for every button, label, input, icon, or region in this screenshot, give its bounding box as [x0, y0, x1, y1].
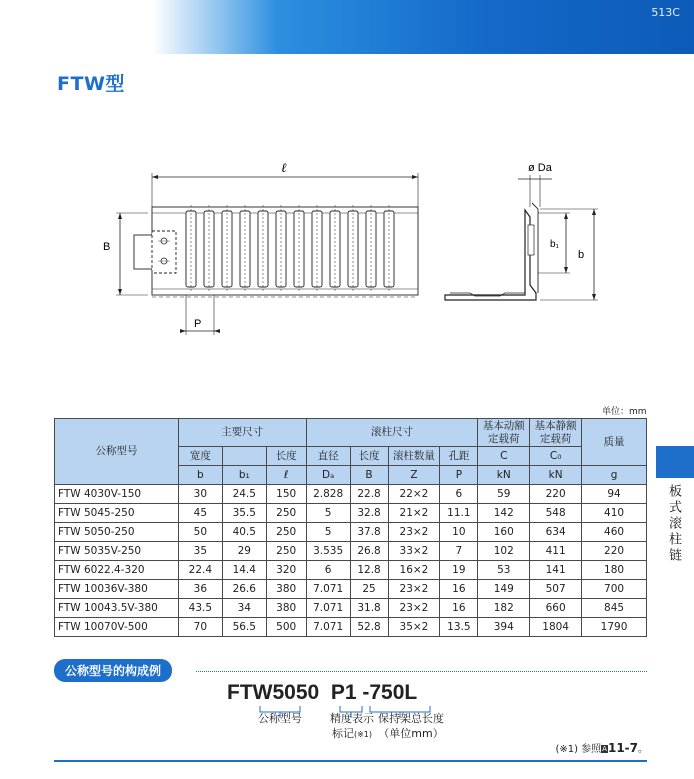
value-cell: 141: [530, 561, 582, 580]
header-diameter: 直径: [306, 447, 350, 466]
value-cell: 22.4: [178, 561, 222, 580]
table-row: [55, 504, 647, 523]
value-cell: 410: [582, 504, 647, 523]
value-cell: 460: [582, 523, 647, 542]
value-cell: 149: [478, 580, 530, 599]
header-width: 宽度: [178, 447, 222, 466]
value-cell: 34: [222, 599, 266, 618]
value-cell: 7.071: [306, 618, 350, 637]
header-b1: [222, 447, 266, 466]
page-title: FTW型: [57, 73, 125, 95]
value-cell: 94: [582, 485, 647, 504]
value-cell: 394: [478, 618, 530, 637]
value-cell: 16×2: [388, 561, 440, 580]
value-cell: 320: [266, 561, 306, 580]
label-accuracy: 精度表示 标记(※1): [330, 712, 374, 740]
header-static-load: 基本静额定载荷: [530, 419, 582, 447]
side-tab-marker: [656, 446, 694, 478]
value-cell: 40.5: [222, 523, 266, 542]
value-cell: 5: [306, 523, 350, 542]
header-dynamic-load: 基本动额定载荷: [478, 419, 530, 447]
model-cell: FTW 10036V-380: [55, 580, 179, 599]
side-category-label: 板式滚柱链: [666, 484, 681, 564]
value-cell: 250: [266, 504, 306, 523]
value-cell: 29: [222, 542, 266, 561]
value-cell: 500: [266, 618, 306, 637]
value-cell: 45: [178, 504, 222, 523]
value-cell: 411: [530, 542, 582, 561]
page-number: 513C: [651, 6, 680, 19]
value-cell: 660: [530, 599, 582, 618]
value-cell: 142: [478, 504, 530, 523]
value-cell: 1790: [582, 618, 647, 637]
model-cell: FTW 5050-250: [55, 523, 179, 542]
spec-table: [54, 418, 647, 637]
value-cell: 1804: [530, 618, 582, 637]
header-sym-z: Z: [388, 466, 440, 485]
header-sym-b: b: [178, 466, 222, 485]
value-cell: 11.1: [440, 504, 478, 523]
value-cell: 43.5: [178, 599, 222, 618]
value-cell: 36: [178, 580, 222, 599]
value-cell: 220: [530, 485, 582, 504]
dim-length-label: ℓ: [281, 160, 287, 175]
value-cell: 10: [440, 523, 478, 542]
value-cell: 23×2: [388, 599, 440, 618]
value-cell: 150: [266, 485, 306, 504]
header-sym-c0: C₀: [530, 447, 582, 466]
value-cell: 102: [478, 542, 530, 561]
dim-diameter-label: ø Da: [528, 162, 552, 174]
top-header-band: [0, 0, 694, 54]
table-row: [55, 618, 647, 637]
value-cell: 30: [178, 485, 222, 504]
value-cell: 25: [350, 580, 388, 599]
model-cell: FTW 5045-250: [55, 504, 179, 523]
header-pitch: 孔距: [440, 447, 478, 466]
value-cell: 160: [478, 523, 530, 542]
value-cell: 70: [178, 618, 222, 637]
value-cell: 23×2: [388, 580, 440, 599]
model-cell: FTW 10070V-500: [55, 618, 179, 637]
label-length: 保持架总长度 （单位mm）: [378, 712, 444, 740]
table-row: [55, 580, 647, 599]
header-unit-g: g: [582, 466, 647, 485]
header-roller-length: 长度: [350, 447, 388, 466]
value-cell: 250: [266, 523, 306, 542]
value-cell: 220: [582, 542, 647, 561]
dim-width-label: B: [103, 241, 111, 253]
value-cell: 35.5: [222, 504, 266, 523]
example-code: FTW5050 P1 -750L: [227, 681, 418, 704]
table-row: [55, 485, 647, 504]
header-model: 公称型号: [55, 419, 179, 485]
value-cell: 23×2: [388, 523, 440, 542]
reference-note: (※1) 参照A11-7。: [555, 741, 648, 755]
model-cell: FTW 4030V-150: [55, 485, 179, 504]
value-cell: 507: [530, 580, 582, 599]
value-cell: 2.828: [306, 485, 350, 504]
header-sym-l: ℓ: [266, 466, 306, 485]
value-cell: 700: [582, 580, 647, 599]
value-cell: 7.071: [306, 580, 350, 599]
value-cell: 16: [440, 599, 478, 618]
label-model: 公称型号: [258, 712, 302, 725]
value-cell: 380: [266, 599, 306, 618]
value-cell: 52.8: [350, 618, 388, 637]
value-cell: 13.5: [440, 618, 478, 637]
value-cell: 32.8: [350, 504, 388, 523]
table-row: [55, 599, 647, 618]
dim-pitch-label: P: [194, 318, 202, 330]
example-badge: 公称型号的构成例: [54, 659, 172, 682]
table-row: [55, 561, 647, 580]
table-row: [55, 542, 647, 561]
header-sym-da: Dₐ: [306, 466, 350, 485]
value-cell: 21×2: [388, 504, 440, 523]
value-cell: 35: [178, 542, 222, 561]
value-cell: 22.8: [350, 485, 388, 504]
value-cell: 22×2: [388, 485, 440, 504]
value-cell: 14.4: [222, 561, 266, 580]
value-cell: 250: [266, 542, 306, 561]
dim-b1-label: b₁: [550, 239, 559, 250]
value-cell: 35×2: [388, 618, 440, 637]
value-cell: 26.6: [222, 580, 266, 599]
value-cell: 16: [440, 580, 478, 599]
value-cell: 5: [306, 504, 350, 523]
value-cell: 50: [178, 523, 222, 542]
value-cell: 24.5: [222, 485, 266, 504]
value-cell: 26.8: [350, 542, 388, 561]
header-unit-kn-2: kN: [530, 466, 582, 485]
value-cell: 7.071: [306, 599, 350, 618]
value-cell: 12.8: [350, 561, 388, 580]
technical-drawing: [100, 155, 610, 340]
badge-divider: [196, 671, 647, 672]
model-cell: FTW 5035V-250: [55, 542, 179, 561]
value-cell: 33×2: [388, 542, 440, 561]
header-mass: 质量: [582, 419, 647, 466]
value-cell: 845: [582, 599, 647, 618]
value-cell: 634: [530, 523, 582, 542]
header-group-roller: 滚柱尺寸: [306, 419, 478, 447]
header-length: 长度: [266, 447, 306, 466]
bottom-divider: [54, 760, 647, 762]
value-cell: 53: [478, 561, 530, 580]
header-sym-B: B: [350, 466, 388, 485]
unit-label: 单位：mm: [602, 407, 647, 417]
value-cell: 380: [266, 580, 306, 599]
header-roller-count: 滚柱数量: [388, 447, 440, 466]
header-group-main: 主要尺寸: [178, 419, 306, 447]
value-cell: 59: [478, 485, 530, 504]
value-cell: 37.8: [350, 523, 388, 542]
value-cell: 7: [440, 542, 478, 561]
value-cell: 182: [478, 599, 530, 618]
dim-b-label: b: [578, 249, 585, 261]
value-cell: 3.535: [306, 542, 350, 561]
value-cell: 31.8: [350, 599, 388, 618]
model-cell: FTW 6022.4-320: [55, 561, 179, 580]
value-cell: 180: [582, 561, 647, 580]
value-cell: 56.5: [222, 618, 266, 637]
header-sym-p: P: [440, 466, 478, 485]
header-sym-c: C: [478, 447, 530, 466]
table-row: [55, 523, 647, 542]
value-cell: 6: [306, 561, 350, 580]
value-cell: 19: [440, 561, 478, 580]
value-cell: 6: [440, 485, 478, 504]
header-unit-kn-1: kN: [478, 466, 530, 485]
value-cell: 548: [530, 504, 582, 523]
header-sym-b1: b₁: [222, 466, 266, 485]
model-cell: FTW 10043.5V-380: [55, 599, 179, 618]
